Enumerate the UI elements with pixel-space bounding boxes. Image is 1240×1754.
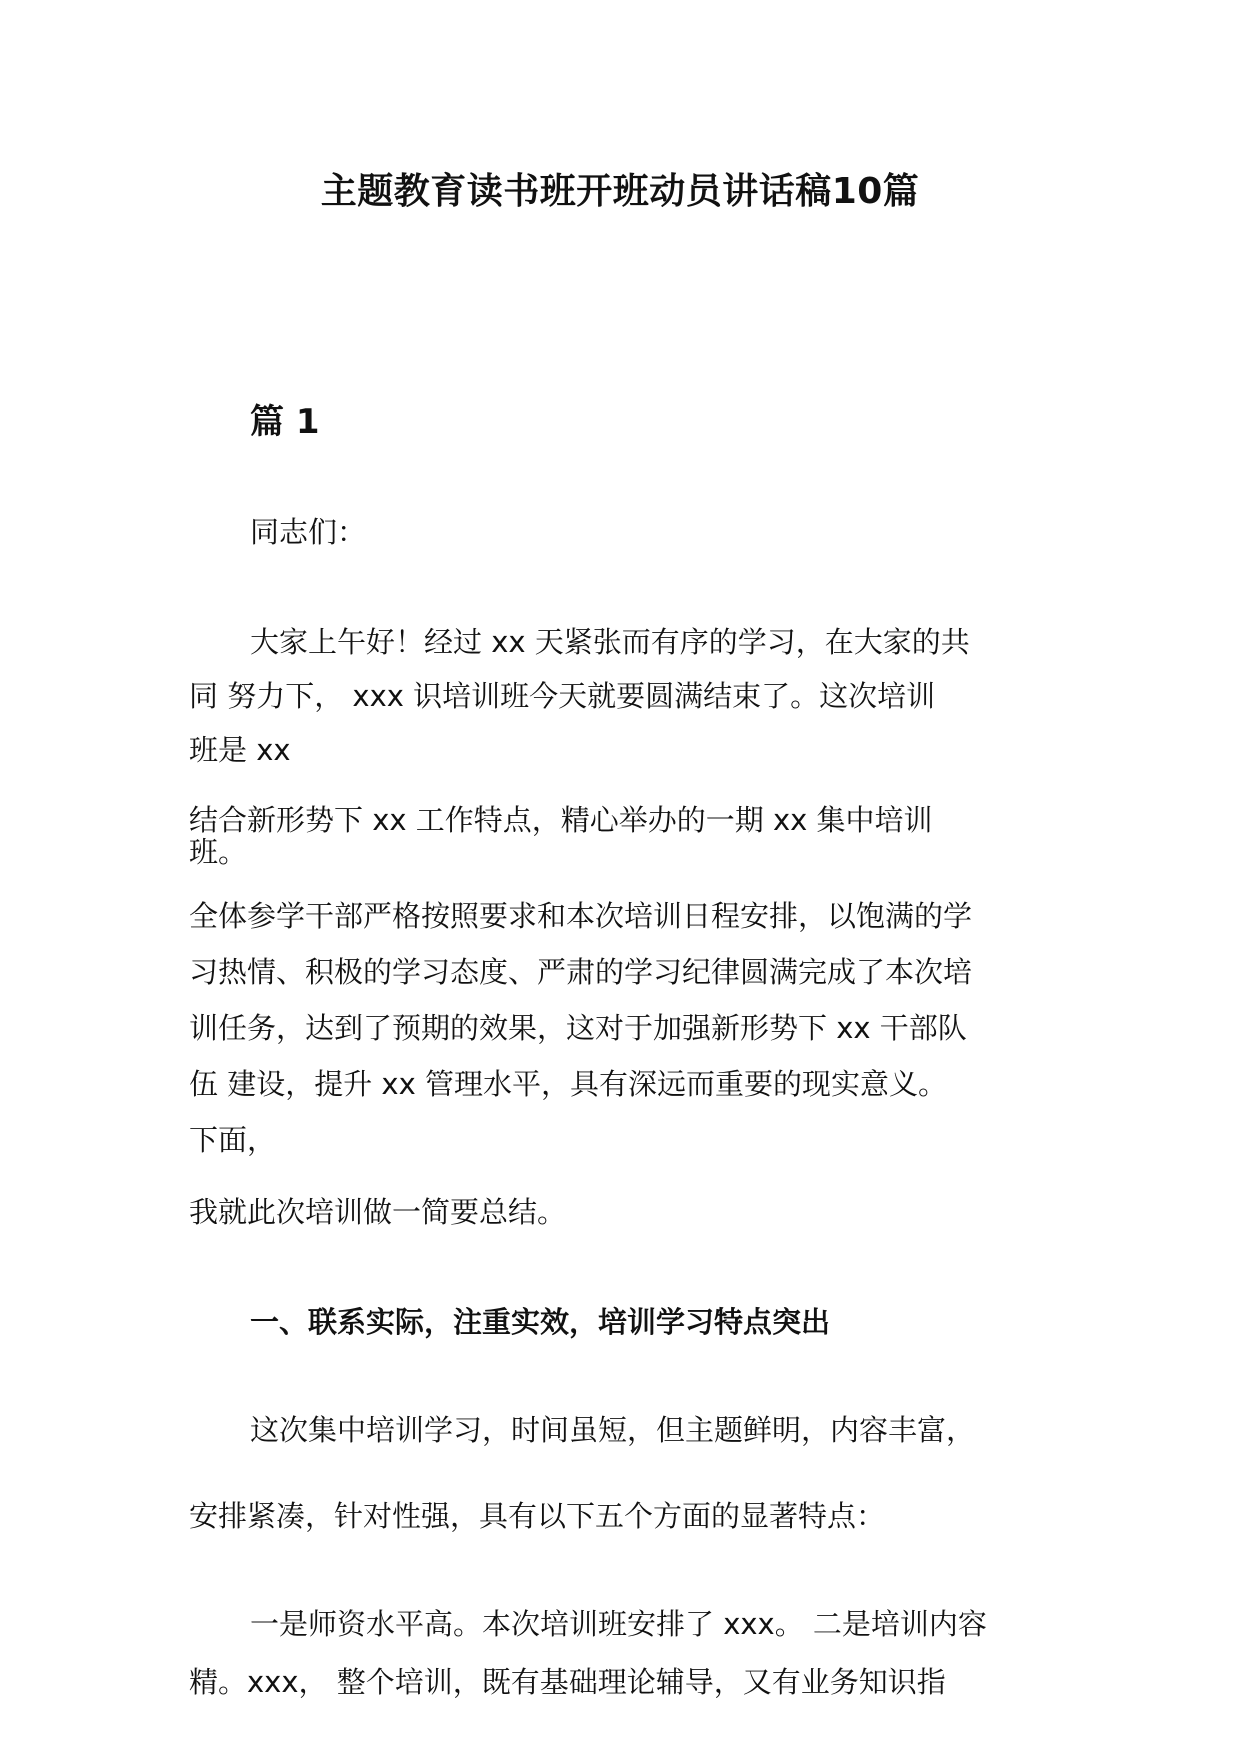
paragraph-line: 这次集中培训学习，时间虽短，但主题鲜明，内容丰富， — [250, 1413, 976, 1447]
paragraph-line: 安排紧凑，针对性强，具有以下五个方面的显著特点： — [189, 1499, 886, 1533]
section-heading: 一、联系实际，注重实效，培训学习特点突出 — [250, 1305, 831, 1339]
chapter-heading: 篇 1 — [250, 402, 320, 442]
salutation: 同志们： — [250, 515, 367, 549]
paragraph-line: 班是 xx — [189, 733, 291, 767]
paragraph-line: 一是师资水平高。本次培训班安排了 xxx。 二是培训内容 — [250, 1607, 987, 1641]
paragraph-line: 全体参学干部严格按照要求和本次培训日程安排，以饱满的学 — [189, 899, 973, 933]
paragraph-line: 班。 — [189, 835, 248, 869]
paragraph-line: 大家上午好！经过 xx 天紧张而有序的学习，在大家的共 — [250, 625, 970, 659]
paragraph-line: 结合新形势下 xx 工作特点，精心举办的一期 xx 集中培训 — [189, 803, 933, 837]
paragraph-line: 下面， — [189, 1123, 277, 1157]
paragraph-line: 训任务，达到了预期的效果，这对于加强新形势下 xx 干部队 — [189, 1011, 967, 1045]
paragraph-line: 精。xxx， 整个培训，既有基础理论辅导，又有业务知识指 — [189, 1665, 946, 1699]
document-title: 主题教育读书班开班动员讲话稿10篇 — [320, 171, 920, 212]
paragraph-line: 同 努力下， xxx 识培训班今天就要圆满结束了。这次培训 — [189, 679, 936, 713]
paragraph-line: 我就此次培训做一简要总结。 — [189, 1195, 567, 1229]
paragraph-line: 伍 建设，提升 xx 管理水平，具有深远而重要的现实意义。 — [189, 1067, 947, 1101]
paragraph-line: 习热情、积极的学习态度、严肃的学习纪律圆满完成了本次培 — [189, 955, 973, 989]
